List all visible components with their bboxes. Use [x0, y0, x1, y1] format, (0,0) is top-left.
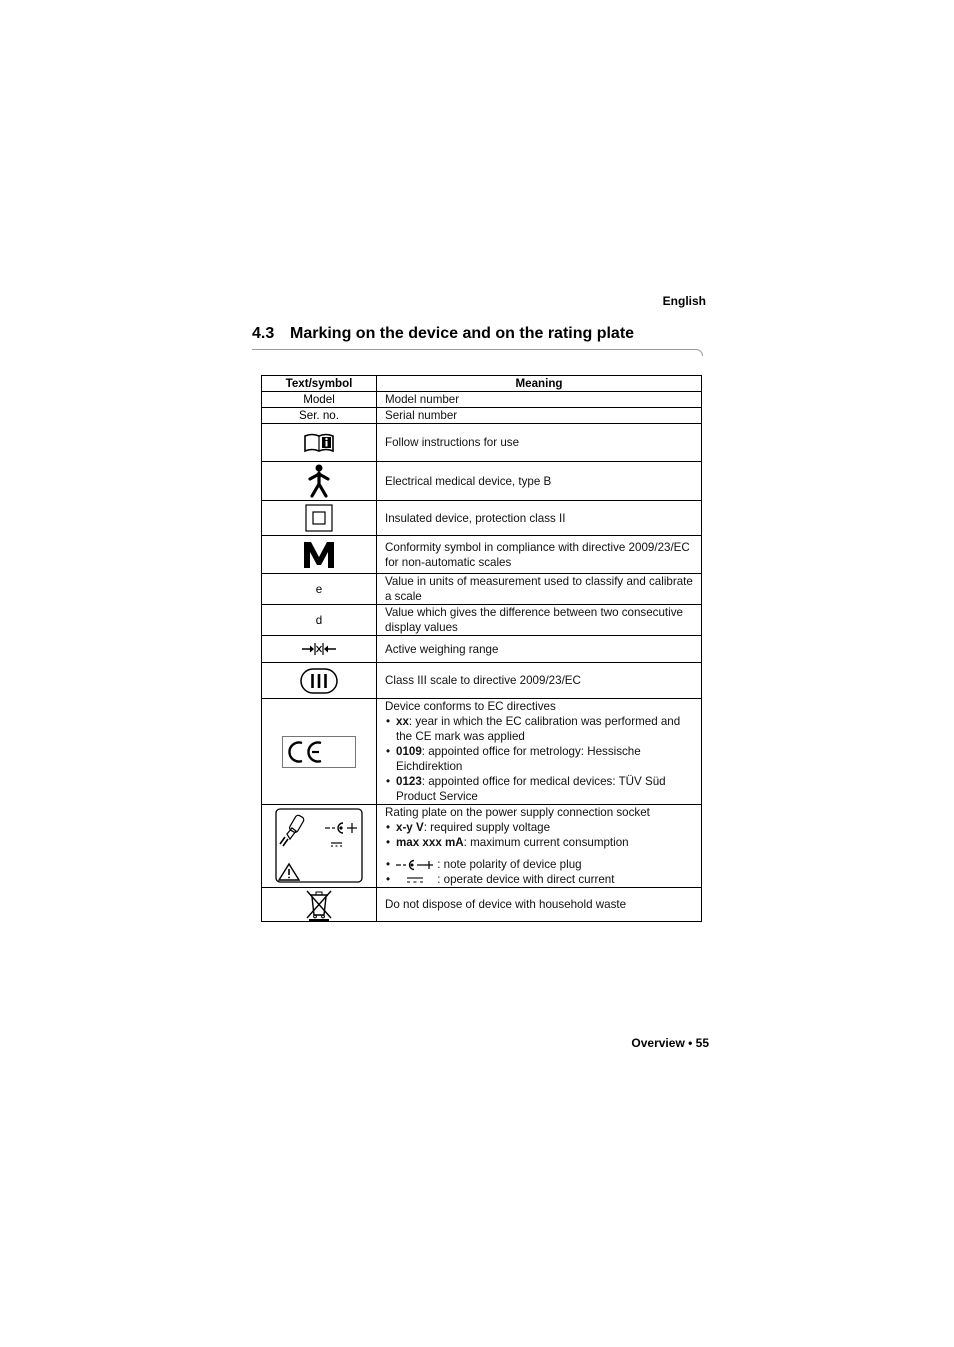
list-item: • max xxx mA: maximum current consumption: [385, 835, 697, 850]
meaning-text: Do not dispose of device with household waste: [377, 888, 702, 922]
table-row: [262, 805, 702, 888]
ce-intro: Device conforms to EC directives: [385, 700, 556, 713]
table-row: [262, 501, 702, 536]
meaning-text: Value which gives the difference between two consecutive display values: [377, 605, 702, 636]
table-row: [262, 462, 702, 501]
meaning-text: Conformity symbol in compliance with directive 2009/23/EC for non-automatic scales: [377, 536, 702, 574]
symbol-text: Ser. no.: [262, 408, 377, 424]
table-row: [262, 699, 702, 805]
symbol-text: Model: [262, 392, 377, 408]
column-header-text-symbol: Text/symbol: [262, 376, 377, 392]
polarity-icon: [396, 859, 434, 871]
protection-class-2-icon: [305, 504, 333, 532]
table-row: [262, 392, 702, 408]
meaning-text: Electrical medical device, type B: [377, 462, 702, 501]
power-supply-rating-plate-icon: [275, 808, 363, 884]
table-row: [262, 408, 702, 424]
table-row: [262, 536, 702, 574]
table-row: [262, 424, 702, 462]
symbol-table: [261, 375, 702, 922]
table-row: [262, 605, 702, 636]
list-item: • x-y V: required supply voltage: [385, 820, 697, 835]
direct-current-icon: [396, 875, 434, 885]
section-number: 4.3: [252, 325, 275, 342]
list-item: • 0123: appointed office for medical devices: TÜV Süd Product Service: [385, 774, 697, 804]
meaning-text: Class III scale to directive 2009/23/EC: [377, 663, 702, 699]
list-item: • xx: year in which the EC calibration was performed and the CE mark was applied: [385, 714, 697, 744]
section-heading: [252, 325, 634, 343]
symbol-text: e: [262, 574, 377, 605]
list-item: • 0109: appointed office for metrology: Hessische Eichdirektion: [385, 744, 697, 774]
column-header-meaning: Meaning: [377, 376, 702, 392]
ce-bullet-list: [385, 714, 697, 804]
meaning-text: Insulated device, protection class II: [377, 501, 702, 536]
instructions-book-icon: [304, 433, 334, 453]
list-item: • : note polarity of device plug: [385, 857, 697, 872]
meaning-text: Model number: [377, 392, 702, 408]
meaning-text: Follow instructions for use: [377, 424, 702, 462]
metrology-m-icon: [303, 541, 335, 569]
page-footer: Overview • 55: [631, 1036, 709, 1050]
symbol-text: d: [262, 605, 377, 636]
crossed-bin-icon: [304, 889, 334, 921]
class-3-scale-icon: [300, 668, 338, 694]
table-header-row: [262, 376, 702, 392]
table-row: [262, 636, 702, 663]
meaning-text: Active weighing range: [377, 636, 702, 663]
table-row: [262, 574, 702, 605]
language-label: English: [662, 294, 706, 308]
heading-rule: [252, 349, 703, 356]
section-title: Marking on the device and on the rating plate: [290, 325, 635, 342]
rating-bullet-list: [385, 820, 697, 887]
weighing-range-icon: [302, 642, 336, 656]
rating-intro: Rating plate on the power supply connection socket: [385, 806, 650, 819]
meaning-text: Serial number: [377, 408, 702, 424]
type-b-person-icon: [308, 464, 330, 498]
table-row: [262, 663, 702, 699]
list-item: • : operate device with direct current: [385, 872, 697, 887]
meaning-text: Value in units of measurement used to classify and calibrate a scale: [377, 574, 702, 605]
table-row: [262, 888, 702, 922]
ce-mark-icon: [282, 736, 356, 768]
